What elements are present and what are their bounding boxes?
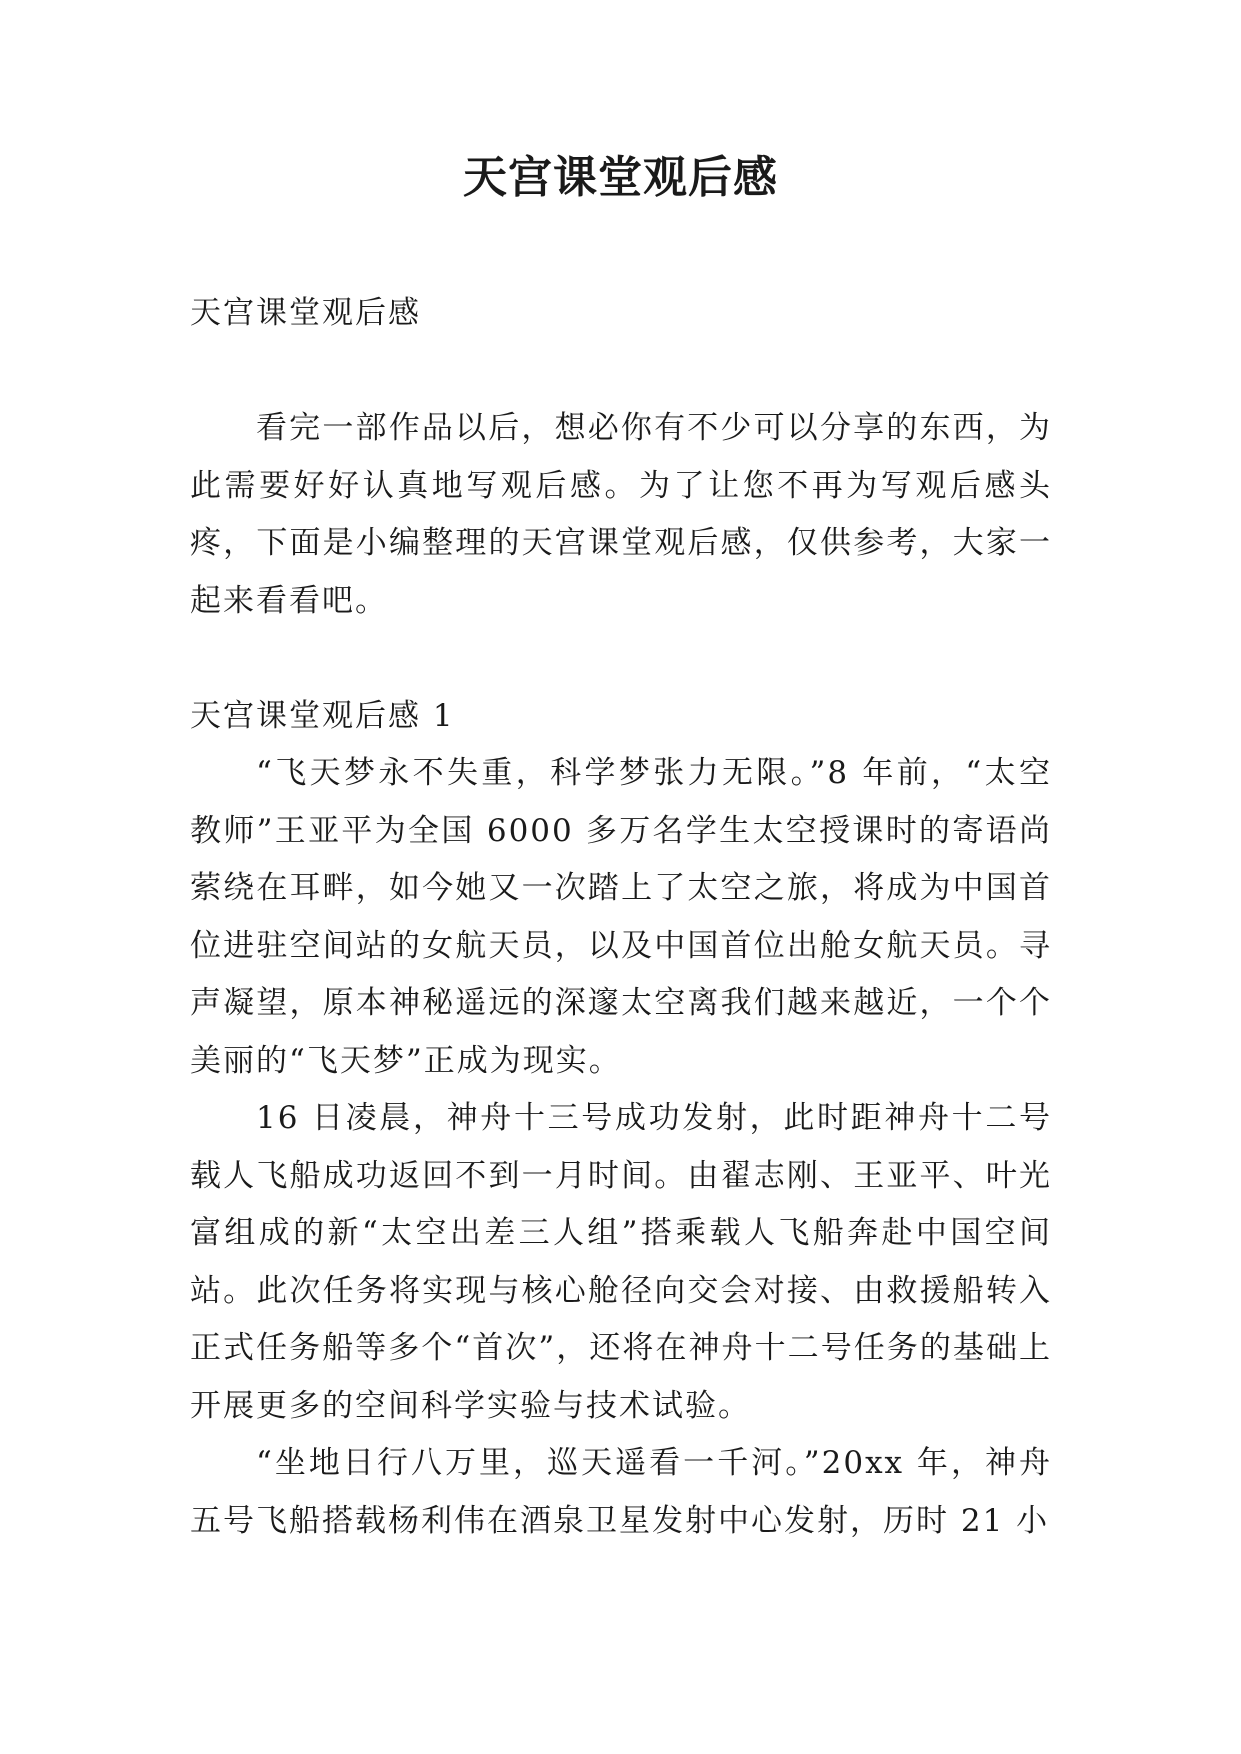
intro-paragraph: 看完一部作品以后，想必你有不少可以分享的东西，为此需要好好认真地写观后感。为了让您不再为写观后感头疼，下面是小编整理的天宫课堂观后感，仅供参考，大家一起来看看吧。 <box>190 410 1052 619</box>
document-body <box>190 285 1052 1550</box>
body-paragraph-3: “坐地日行八万里，巡天遥看一千河。”20xx 年，神舟五号飞船搭载杨利伟在酒泉卫星发射中心发射，历时 21 小 <box>190 1445 1052 1539</box>
document-title: 天宫课堂观后感 <box>463 152 778 203</box>
document-subtitle: 天宫课堂观后感 <box>190 295 421 331</box>
body-paragraph-2: 16 日凌晨，神舟十三号成功发射，此时距神舟十二号载人飞船成功返回不到一月时间。由翟志刚、王亚平、叶光富组成的新“太空出差三人组”搭乘载人飞船奔赴中国空间站。此次任务将实现与核心舱径向交会对接、由救援船转入正式任务船等多个“首次”，还将在神舟十二号任务的基础上开展更多的空间科学实验与技术试验。 <box>190 1100 1052 1424</box>
section-heading: 天宫课堂观后感 1 <box>190 697 455 734</box>
body-paragraph-1: “飞天梦永不失重，科学梦张力无限。”8 年前，“太空教师”王亚平为全国 6000 多万名学生太空授课时的寄语尚萦绕在耳畔，如今她又一次踏上了太空之旅，将成为中国首位进驻空间站的女航天员，以及中国首位出舱女航天员。寻声凝望，原本神秘遥远的深邃太空离我们越来越近，一个个美丽的“飞天梦”正成为现实。 <box>190 755 1052 1079</box>
